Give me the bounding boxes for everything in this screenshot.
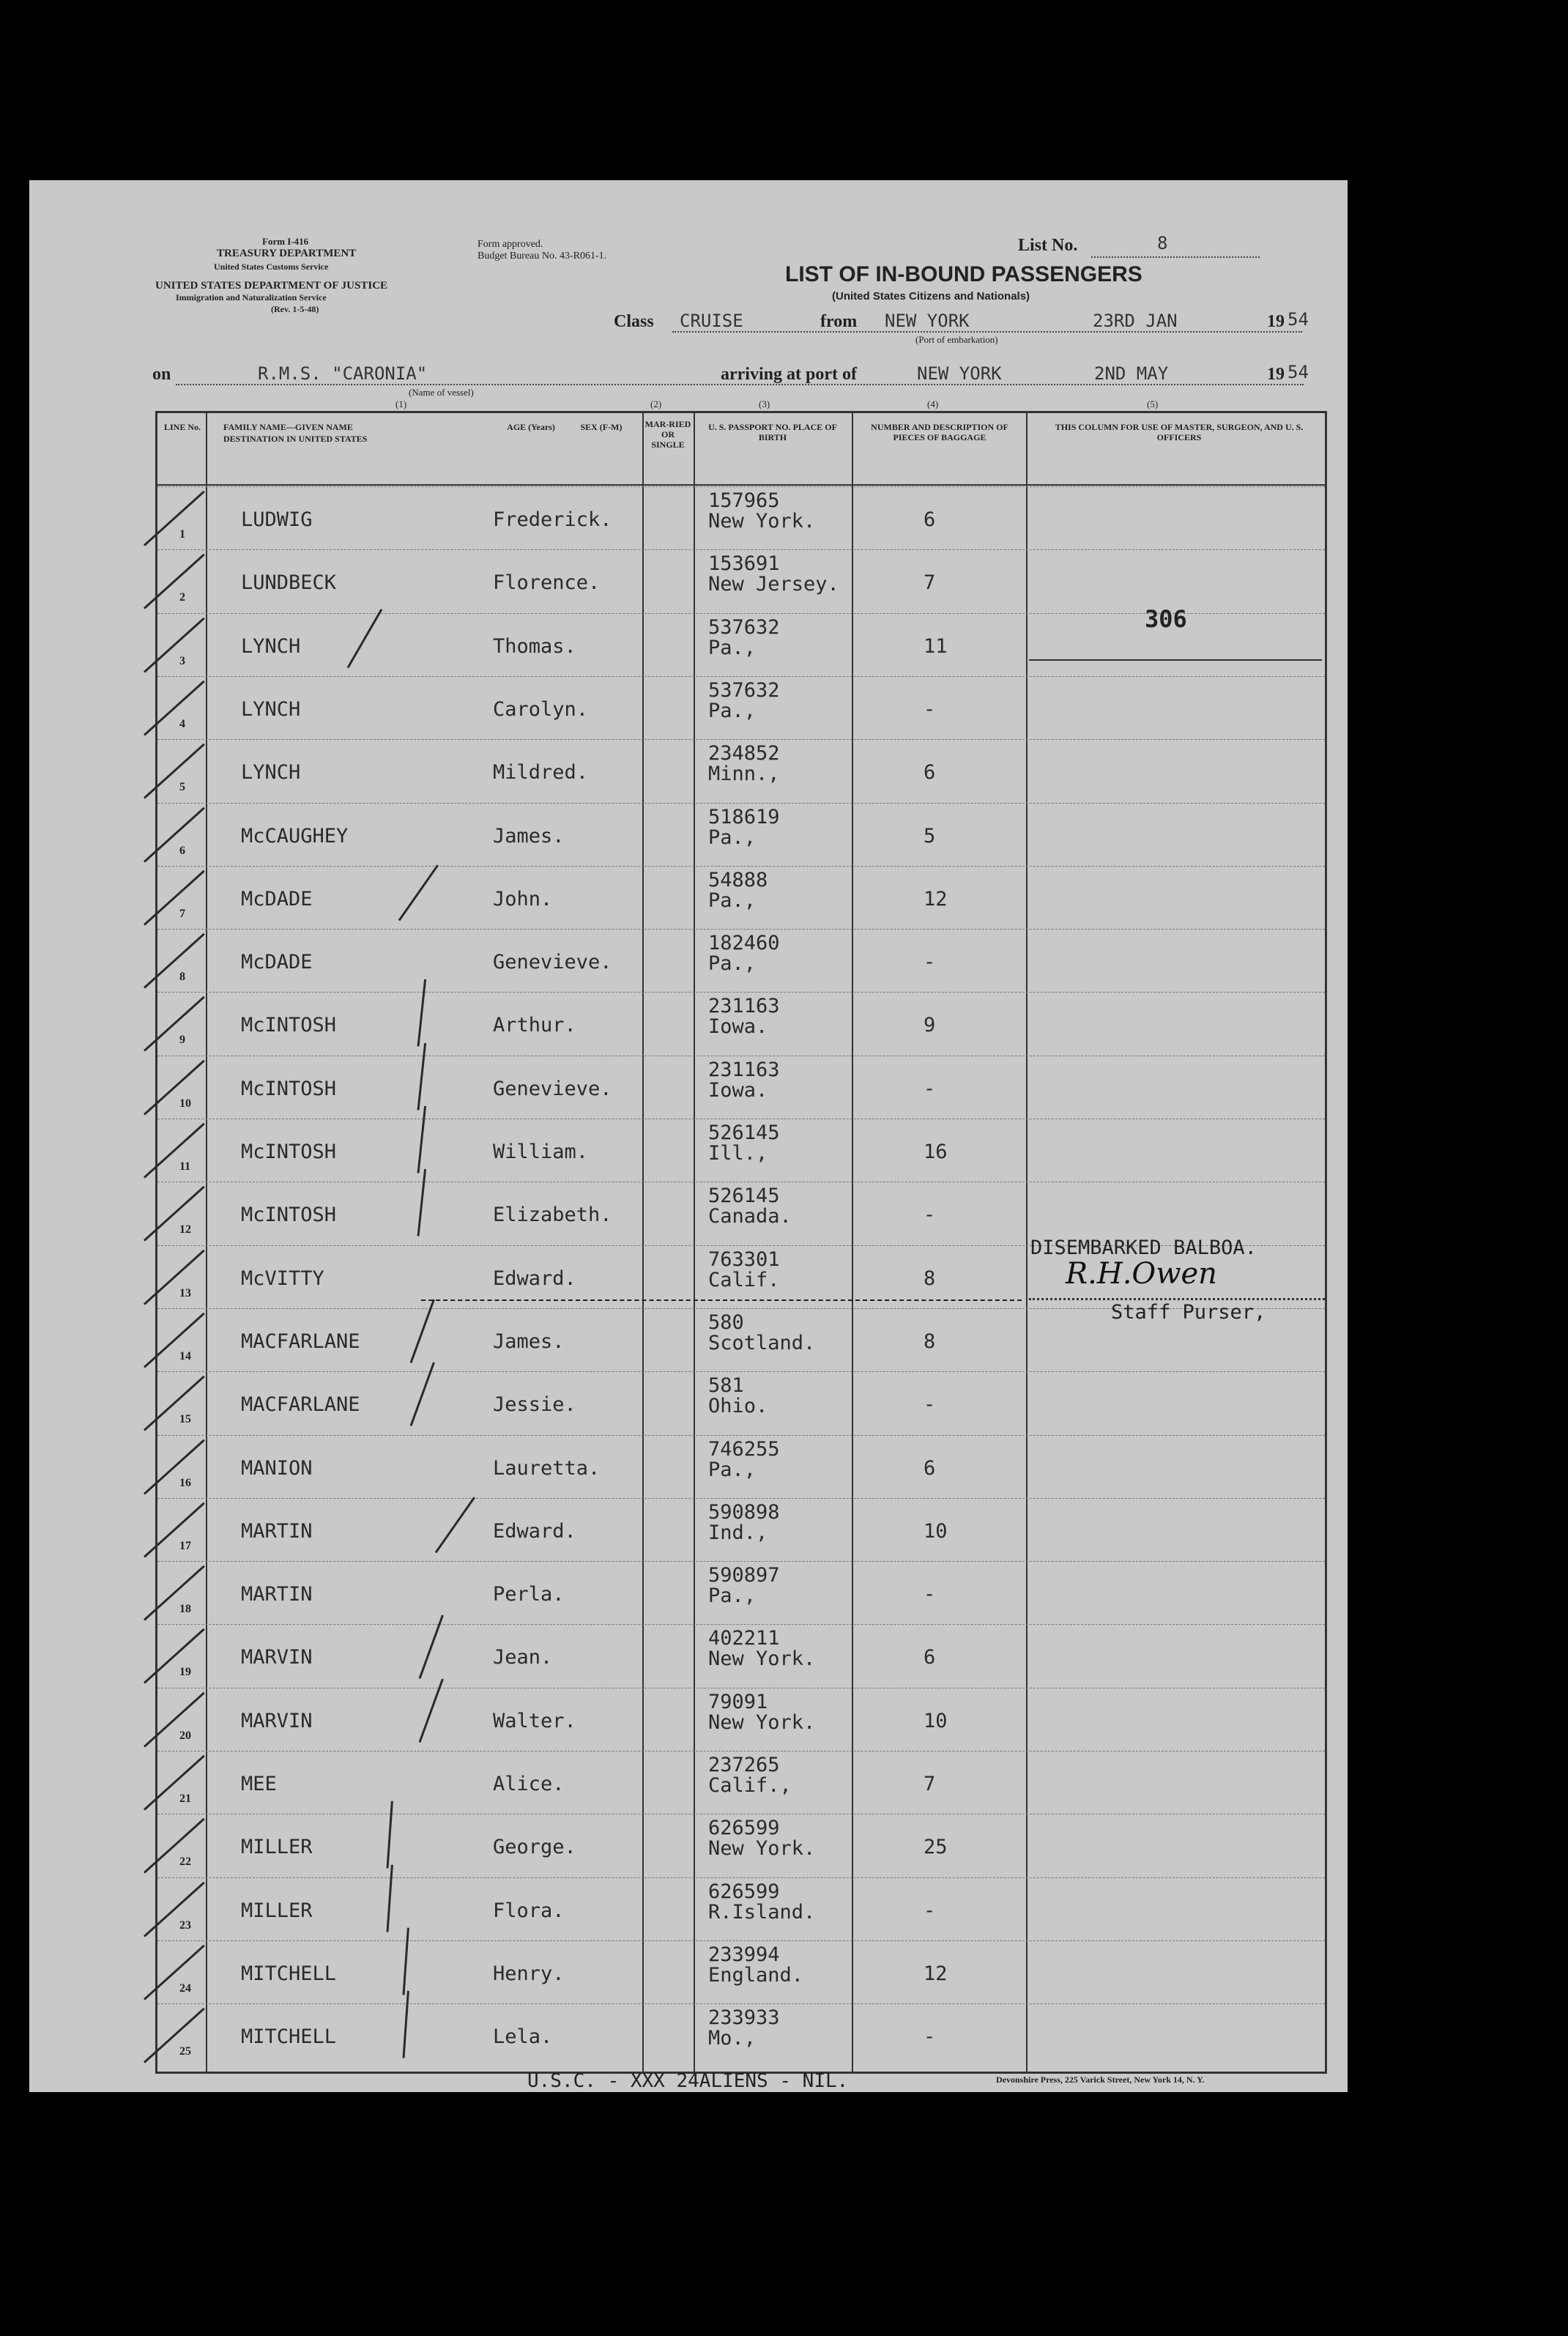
family-name: MEE — [241, 1773, 277, 1795]
given-name: James. — [493, 1330, 565, 1353]
given-name: Jessie. — [493, 1393, 576, 1417]
given-name: Elizabeth. — [493, 1204, 612, 1227]
header-destination: DESTINATION IN UNITED STATES — [223, 434, 368, 444]
on-label: on — [152, 365, 171, 384]
passport-number: 182460 — [708, 932, 780, 955]
line-number: 12 — [179, 1223, 191, 1236]
baggage-count: 8 — [924, 1330, 936, 1353]
check-mark — [144, 807, 205, 862]
given-name: Jean. — [493, 1646, 553, 1669]
embarkation-port: NEW YORK — [885, 311, 970, 331]
check-mark — [144, 1376, 205, 1431]
given-name: Henry. — [493, 1962, 565, 1985]
from-label: from — [820, 312, 858, 331]
table-row — [157, 1877, 1325, 1941]
table-row — [157, 1371, 1325, 1435]
family-name: McINTOSH — [241, 1204, 337, 1227]
col-num-2: (2) — [650, 398, 662, 409]
col-num-1: (1) — [395, 398, 407, 409]
check-mark — [435, 1497, 475, 1553]
arrival-date: 2ND MAY — [1094, 363, 1169, 384]
check-mark — [144, 491, 205, 546]
table-row — [157, 1688, 1325, 1751]
col-num-3: (3) — [759, 398, 770, 409]
staff-purser: Staff Purser, — [1111, 1301, 1266, 1324]
place-of-birth: R.Island. — [708, 1900, 816, 1924]
place-of-birth: Pa., — [708, 889, 757, 912]
baggage-count: - — [924, 951, 936, 974]
given-name: Walter. — [493, 1709, 576, 1732]
table-row — [157, 1561, 1325, 1625]
check-mark — [144, 1628, 205, 1684]
line-number: 25 — [179, 2045, 191, 2058]
given-name: Arthur. — [493, 1014, 576, 1037]
baggage-count: 25 — [924, 1836, 948, 1859]
place-of-birth: New York. — [708, 1710, 816, 1734]
baggage-count: 7 — [924, 571, 936, 595]
baggage-count: 10 — [924, 1709, 948, 1732]
given-name: Frederick. — [493, 508, 612, 531]
check-mark — [144, 681, 205, 736]
table-row — [157, 1940, 1325, 2004]
vessel-name: R.M.S. "CARONIA" — [258, 363, 428, 384]
treasury-department: TREASURY DEPARTMENT — [217, 248, 357, 259]
place-of-birth: Calif. — [708, 1268, 780, 1291]
line-number: 9 — [179, 1034, 185, 1047]
place-of-birth: Mo., — [708, 2027, 757, 2050]
line-number: 1 — [179, 528, 185, 541]
family-name: McINTOSH — [241, 1141, 337, 1163]
check-mark — [144, 996, 205, 1052]
passport-number: 233994 — [708, 1943, 780, 1966]
passenger-count-stamp: 306 — [1145, 605, 1187, 633]
line-number: 20 — [179, 1729, 191, 1742]
embarkation-caption: (Port of embarkation) — [915, 334, 998, 345]
table-row — [157, 1498, 1325, 1562]
disembarked-note: DISEMBARKED BALBOA. — [1030, 1236, 1257, 1259]
line-number: 22 — [179, 1855, 191, 1869]
passport-number: 233933 — [708, 2006, 780, 2030]
given-name: Carolyn. — [493, 697, 589, 721]
place-of-birth: New York. — [708, 510, 816, 533]
table-row — [157, 2003, 1325, 2067]
line-number: 18 — [179, 1603, 191, 1616]
passport-number: 746255 — [708, 1437, 780, 1461]
place-of-birth: Pa., — [708, 952, 757, 976]
given-name: John. — [493, 887, 553, 911]
family-name: MARTIN — [241, 1583, 313, 1606]
line-number: 3 — [179, 654, 185, 667]
baggage-count: 10 — [924, 1519, 948, 1543]
baggage-count: 6 — [924, 1456, 936, 1480]
passport-number: 626599 — [708, 1880, 780, 1903]
check-mark — [144, 1249, 205, 1305]
table-row — [157, 929, 1325, 993]
family-name: LUDWIG — [241, 508, 313, 531]
given-name: Mildred. — [493, 761, 589, 785]
table-row — [157, 1751, 1325, 1814]
check-mark — [144, 1313, 205, 1368]
revision-date: (Rev. 1-5-48) — [271, 304, 319, 314]
given-name: George. — [493, 1836, 576, 1859]
line-number: 11 — [179, 1160, 191, 1173]
baggage-count: 16 — [924, 1141, 948, 1163]
header-baggage: NUMBER AND DESCRIPTION OF PIECES OF BAGGAGE — [871, 422, 1008, 442]
baggage-count: 5 — [924, 824, 936, 848]
check-mark — [144, 554, 205, 609]
table-row — [157, 803, 1325, 867]
given-name: William. — [493, 1141, 589, 1163]
place-of-birth: England. — [708, 1963, 804, 1987]
given-name: Flora. — [493, 1899, 565, 1922]
immigration-service: Immigration and Naturalization Service — [176, 292, 327, 303]
table-row — [157, 992, 1325, 1056]
passport-number: 237265 — [708, 1754, 780, 1776]
baggage-count: - — [924, 1899, 936, 1922]
family-name: McDADE — [241, 887, 313, 911]
check-mark — [144, 1691, 205, 1747]
check-mark — [419, 1678, 444, 1742]
passport-number: 157965 — [708, 489, 780, 512]
line-number: 5 — [179, 781, 185, 794]
given-name: Genevieve. — [493, 1077, 612, 1100]
passport-number: 54888 — [708, 868, 768, 891]
passport-number: 153691 — [708, 552, 780, 576]
family-name: MARVIN — [241, 1709, 313, 1732]
table-row — [157, 1624, 1325, 1688]
place-of-birth: New York. — [708, 1647, 816, 1671]
line-number: 21 — [179, 1792, 191, 1805]
place-of-birth: Scotland. — [708, 1331, 816, 1354]
baggage-count: 6 — [924, 761, 936, 785]
given-name: Lela. — [493, 2025, 553, 2049]
passport-number: 763301 — [708, 1247, 780, 1271]
check-mark — [144, 1881, 205, 1937]
given-name: Edward. — [493, 1519, 576, 1543]
passport-number: 526145 — [708, 1121, 780, 1144]
family-name: MILLER — [241, 1836, 313, 1859]
arrival-port: NEW YORK — [917, 363, 1002, 384]
passport-number: 526145 — [708, 1184, 780, 1208]
family-name: LYNCH — [241, 634, 301, 658]
form-number: Form I-416 — [262, 236, 309, 247]
col-num-5: (5) — [1147, 398, 1159, 409]
given-name: Thomas. — [493, 634, 576, 658]
place-of-birth: Pa., — [708, 636, 757, 659]
table-row — [157, 1435, 1325, 1499]
line-number: 8 — [179, 971, 185, 984]
passport-number: 402211 — [708, 1627, 780, 1650]
passport-number: 231163 — [708, 1058, 780, 1081]
check-mark — [144, 1186, 205, 1242]
place-of-birth: New Jersey. — [708, 573, 839, 596]
place-of-birth: Iowa. — [708, 1078, 768, 1102]
place-of-birth: Pa., — [708, 1458, 757, 1481]
arrival-year-prefix: 19 — [1267, 365, 1285, 384]
table-row — [157, 1814, 1325, 1877]
list-number: 8 — [1157, 233, 1168, 253]
check-mark — [144, 1818, 205, 1874]
family-name: MITCHELL — [241, 1962, 337, 1985]
place-of-birth: Ill., — [708, 1142, 768, 1165]
passenger-list-form — [29, 180, 1348, 2092]
purser-signature: R.H.Owen — [1066, 1257, 1217, 1291]
place-of-birth: Pa., — [708, 1584, 757, 1608]
place-of-birth: Ind., — [708, 1521, 768, 1544]
place-of-birth: New York. — [708, 1837, 816, 1861]
check-mark — [144, 1439, 205, 1494]
header-line-no: LINE No. — [163, 422, 201, 432]
class-value: CRUISE — [680, 311, 743, 331]
passport-number: 234852 — [708, 742, 780, 765]
departure-year: 54 — [1288, 309, 1309, 330]
passport-number: 537632 — [708, 678, 780, 702]
baggage-count: 11 — [924, 634, 948, 658]
check-mark — [144, 933, 205, 989]
given-name: Genevieve. — [493, 951, 612, 974]
table-row — [157, 486, 1325, 550]
baggage-count: 8 — [924, 1267, 936, 1290]
baggage-count: - — [924, 1204, 936, 1227]
place-of-birth: Pa., — [708, 699, 757, 722]
passport-number: 626599 — [708, 1817, 780, 1840]
place-of-birth: Iowa. — [708, 1015, 768, 1039]
given-name: James. — [493, 824, 565, 848]
table-row — [157, 676, 1325, 740]
given-name: Florence. — [493, 571, 601, 595]
family-name: MITCHELL — [241, 2025, 337, 2049]
passport-number: 231163 — [708, 995, 780, 1018]
family-name: LYNCH — [241, 761, 301, 785]
form-title: LIST OF IN-BOUND PASSENGERS — [785, 262, 1142, 286]
baggage-count: - — [924, 2025, 936, 2049]
line-number: 2 — [179, 591, 185, 604]
family-name: MARVIN — [241, 1646, 313, 1669]
check-mark — [410, 1362, 435, 1426]
check-mark — [347, 609, 383, 668]
place-of-birth: Minn., — [708, 763, 780, 786]
year-prefix: 19 — [1267, 312, 1285, 331]
line-number: 10 — [179, 1097, 191, 1110]
class-label: Class — [614, 312, 654, 331]
header-sex: SEX (F-M) — [580, 422, 623, 432]
given-name: Edward. — [493, 1267, 576, 1290]
budget-bureau: Budget Bureau No. 43-R061-1. — [478, 251, 607, 262]
line-number: 17 — [179, 1539, 191, 1552]
family-name: MARTIN — [241, 1519, 313, 1543]
check-mark — [144, 870, 205, 926]
check-mark — [410, 1299, 435, 1362]
customs-service: United States Customs Service — [214, 262, 329, 272]
line-number: 24 — [179, 1981, 191, 1995]
family-name: McCAUGHEY — [241, 824, 349, 848]
place-of-birth: Ohio. — [708, 1395, 768, 1418]
family-name: McDADE — [241, 951, 313, 974]
place-of-birth: Canada. — [708, 1205, 792, 1228]
list-number-label: List No. — [1018, 236, 1078, 255]
baggage-count: 7 — [924, 1773, 936, 1795]
arriving-label: arriving at port of — [721, 365, 857, 384]
check-mark — [398, 864, 439, 921]
check-mark — [144, 1123, 205, 1179]
line-number: 23 — [179, 1918, 191, 1932]
check-mark — [144, 1945, 205, 2001]
line-number: 16 — [179, 1476, 191, 1489]
check-mark — [144, 617, 205, 672]
given-name: Alice. — [493, 1773, 565, 1795]
family-name: LUNDBECK — [241, 571, 337, 595]
passport-number: 537632 — [708, 615, 780, 639]
check-mark — [144, 1565, 205, 1621]
vessel-caption: (Name of vessel) — [409, 387, 474, 398]
table-row — [157, 739, 1325, 803]
arrival-year: 54 — [1288, 362, 1309, 382]
given-name: Perla. — [493, 1583, 565, 1606]
line-number: 15 — [179, 1413, 191, 1426]
baggage-count: 6 — [924, 1646, 936, 1669]
baggage-count: - — [924, 1583, 936, 1606]
family-name: McINTOSH — [241, 1014, 337, 1037]
family-name: MACFARLANE — [241, 1330, 360, 1353]
table-row — [157, 1119, 1325, 1182]
check-mark — [144, 1059, 205, 1115]
col-num-4: (4) — [927, 398, 939, 409]
line-number: 14 — [179, 1349, 191, 1362]
passport-number: 79091 — [708, 1690, 768, 1713]
line-number: 6 — [179, 844, 185, 857]
baggage-count: - — [924, 1077, 936, 1100]
passport-number: 580 — [708, 1310, 744, 1334]
family-name: McVITTY — [241, 1267, 324, 1290]
check-mark — [144, 2008, 205, 2064]
place-of-birth: Calif., — [708, 1774, 792, 1797]
form-subtitle: (United States Citizens and Nationals) — [832, 290, 1030, 303]
check-mark — [419, 1615, 444, 1679]
passport-number: 590898 — [708, 1500, 780, 1524]
family-name: MILLER — [241, 1899, 313, 1922]
baggage-count: - — [924, 697, 936, 721]
table-row — [157, 549, 1325, 613]
baggage-count: 12 — [924, 887, 948, 911]
place-of-birth: Pa., — [708, 826, 757, 849]
departure-date: 23RD JAN — [1093, 311, 1178, 331]
passport-number: 590897 — [708, 1564, 780, 1587]
header-officers: THIS COLUMN FOR USE OF MASTER, SURGEON, AND U. S. OFFICERS — [1055, 422, 1304, 442]
given-name: Lauretta. — [493, 1456, 601, 1480]
line-number: 19 — [179, 1666, 191, 1679]
printer-credit: Devonshire Press, 225 Varick Street, New York 14, N. Y. — [996, 2074, 1205, 2085]
line-number: 4 — [179, 717, 185, 730]
passport-number: 581 — [708, 1374, 744, 1398]
form-approved: Form approved. — [478, 239, 543, 250]
footer-summary: U.S.C. - XXX 24ALIENS - NIL. — [527, 2070, 849, 2092]
table-row — [157, 1056, 1325, 1119]
baggage-count: 12 — [924, 1962, 948, 1985]
family-name: MACFARLANE — [241, 1393, 360, 1417]
department-of-justice: UNITED STATES DEPARTMENT OF JUSTICE — [155, 280, 388, 292]
baggage-count: 6 — [924, 508, 936, 531]
header-name: FAMILY NAME—GIVEN NAME — [223, 422, 353, 432]
family-name: McINTOSH — [241, 1077, 337, 1100]
line-number: 13 — [179, 1286, 191, 1299]
header-married: MAR-RIED OR SINGLE — [644, 419, 691, 450]
family-name: LYNCH — [241, 697, 301, 721]
passport-number: 518619 — [708, 805, 780, 828]
baggage-count: - — [924, 1393, 936, 1417]
family-name: MANION — [241, 1456, 313, 1480]
check-mark — [144, 744, 205, 799]
check-mark — [144, 1755, 205, 1811]
header-passport: U. S. PASSPORT NO. PLACE OF BIRTH — [708, 422, 837, 442]
passenger-table — [155, 411, 1327, 2074]
baggage-count: 9 — [924, 1014, 936, 1037]
check-mark — [144, 1502, 205, 1558]
header-age: AGE (Years) — [507, 422, 555, 432]
table-row — [157, 866, 1325, 930]
line-number: 7 — [179, 907, 185, 920]
